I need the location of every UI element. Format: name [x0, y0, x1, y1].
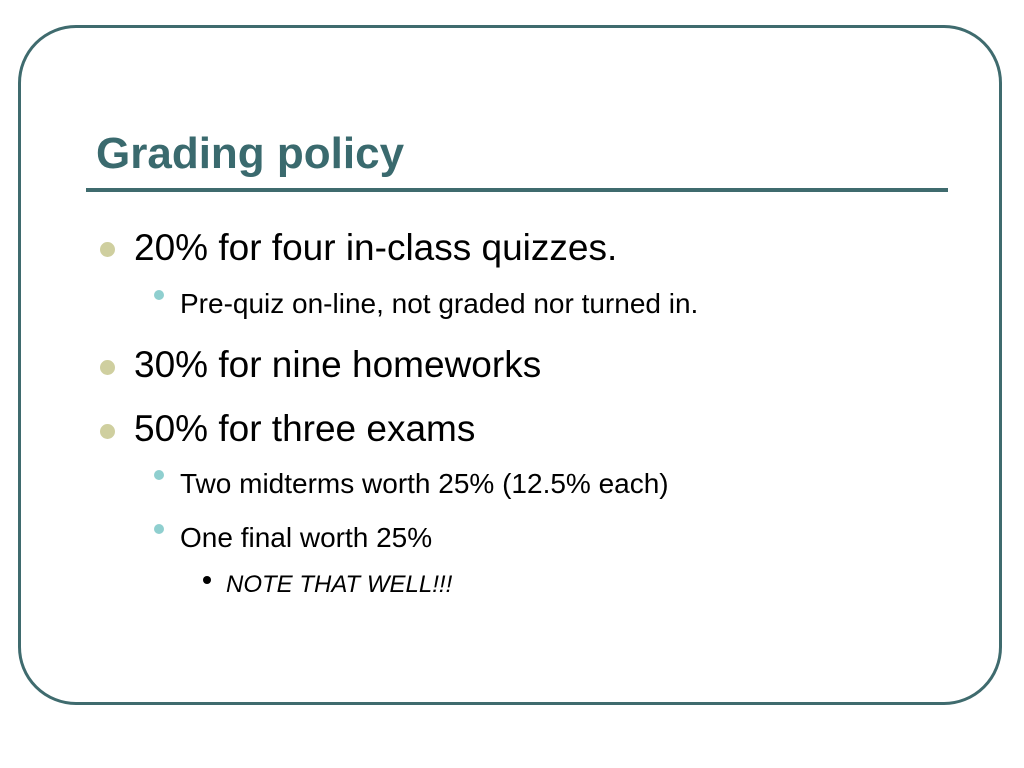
sub-bullet-item-midterms: Two midterms worth 25% (12.5% each) — [180, 468, 669, 499]
bullet-dot-icon — [100, 360, 115, 375]
bullet-dot-icon — [100, 242, 115, 257]
sub-bullet-dot-icon — [154, 470, 164, 480]
sub-sub-bullet-dot-icon — [203, 576, 211, 584]
sub-bullet-item-final: One final worth 25% — [180, 522, 433, 553]
bullet-item-exams: 50% for three exams — [134, 408, 476, 449]
bullet-item-homeworks: 30% for nine homeworks — [134, 344, 542, 385]
sub-sub-bullet-item-note: NOTE THAT WELL!!! — [226, 571, 453, 598]
title-underline — [86, 188, 948, 192]
sub-bullet-dot-icon — [154, 524, 164, 534]
bullet-dot-icon — [100, 424, 115, 439]
bullet-item-quizzes: 20% for four in-class quizzes. — [134, 227, 618, 268]
sub-bullet-item-prequiz: Pre-quiz on-line, not graded nor turned in. — [180, 288, 699, 319]
sub-bullet-dot-icon — [154, 290, 164, 300]
slide-title: Grading policy — [96, 129, 405, 178]
